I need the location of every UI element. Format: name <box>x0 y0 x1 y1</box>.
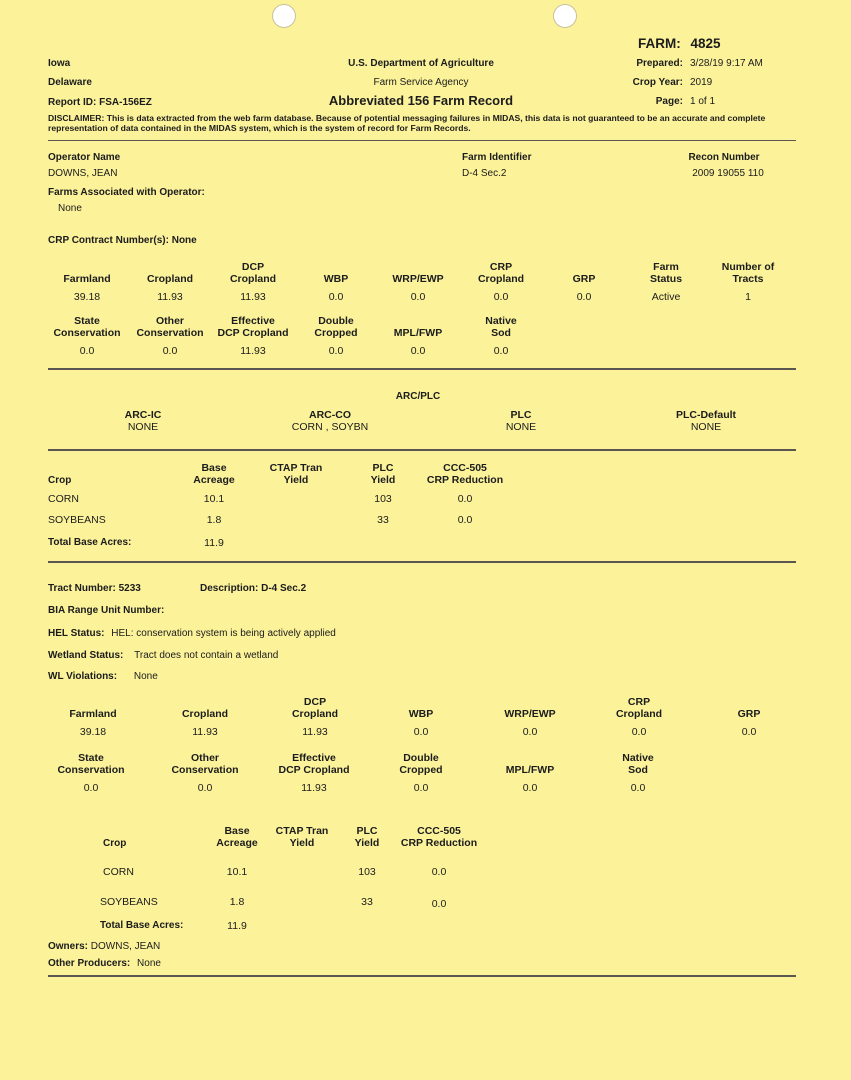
tract-land-cell <box>171 752 238 794</box>
owners-value: DOWNS, JEAN <box>90 941 161 952</box>
col-value: 0.0 <box>83 782 99 794</box>
col-heading-line1: State <box>74 315 100 327</box>
divider <box>48 449 796 451</box>
col-heading-line1 <box>63 261 110 273</box>
col-heading-line1: Farm <box>653 261 679 273</box>
arcplc-program-cell <box>125 409 162 433</box>
col-heading-line1 <box>573 261 596 273</box>
col-heading-line2: Farmland <box>63 273 111 285</box>
program-heading: ARC-CO <box>309 409 351 421</box>
agency-line1: U.S. Department of Agriculture <box>348 58 494 69</box>
state: Iowa <box>48 58 71 69</box>
other-producers-label: Other Producers: <box>48 958 131 969</box>
col-heading-line1 <box>324 261 349 273</box>
col-heading-line2: Conservation <box>136 327 204 339</box>
recon-number-value: 2009 19055 110 <box>692 168 764 179</box>
hel-status-value: HEL: conservation system is being actively applied <box>111 628 336 639</box>
page-label: Page: <box>655 96 683 107</box>
farm-land-cell <box>478 261 524 303</box>
farm-land-cell <box>392 261 443 303</box>
ccc505-header <box>401 825 477 849</box>
col-heading-line2: MPL/FWP <box>393 327 443 339</box>
plc-yield: 33 <box>361 896 373 908</box>
col-heading-line1: Double <box>318 315 354 327</box>
farm-number-heading <box>638 36 721 51</box>
crop-header: Crop <box>103 838 127 849</box>
punch-hole-left <box>272 4 296 28</box>
col-value: 0.0 <box>410 345 426 357</box>
crop-year-value: 2019 <box>690 77 713 88</box>
wetland-status-label: Wetland Status: <box>48 650 124 661</box>
arcplc-program-cell <box>506 409 536 433</box>
col-heading-line1 <box>506 752 554 764</box>
crop-year-label: Crop Year: <box>632 77 683 88</box>
header-line1: CTAP Tran <box>275 825 329 837</box>
col-value: 0.0 <box>413 782 429 794</box>
col-value: 11.93 <box>240 345 266 357</box>
crop-name: SOYBEANS <box>48 514 106 526</box>
col-value: 0.0 <box>631 726 647 738</box>
col-heading-line2: Sod <box>628 764 648 776</box>
header-line2: Yield <box>289 837 315 849</box>
col-heading-line1: Number of <box>721 261 775 273</box>
hel-status-label: HEL Status: <box>48 628 105 639</box>
col-heading-line2: Cropland <box>291 708 339 720</box>
farm-land-cell <box>53 315 120 357</box>
base-acreage-header <box>193 462 234 486</box>
col-value: 11.93 <box>157 291 183 303</box>
col-heading-line2: Cropland <box>146 273 194 285</box>
divider <box>48 140 796 141</box>
farm-land-cell <box>136 315 203 357</box>
col-heading-line2: WRP/EWP <box>504 708 556 720</box>
col-value: 0.0 <box>522 726 538 738</box>
tract-land-cell <box>182 696 228 738</box>
ccc505-reduction: 0.0 <box>457 514 473 526</box>
col-heading-line1: Effective <box>292 752 336 764</box>
col-heading-line2: Cropped <box>314 327 358 339</box>
col-heading-line1: CRP <box>489 261 513 273</box>
col-value: 0.0 <box>493 345 509 357</box>
arcplc-program-cell <box>676 409 736 433</box>
col-heading-line1: DCP <box>303 696 327 708</box>
farm-land-cell <box>218 315 289 357</box>
ccc505-header <box>427 462 503 486</box>
plc-yield-header <box>355 825 380 849</box>
program-value: CORN , SOYBN <box>291 421 369 433</box>
document-title: Abbreviated 156 Farm Record <box>328 93 514 108</box>
punch-hole-right <box>553 4 577 28</box>
program-value: NONE <box>505 421 537 433</box>
tract-land-cell <box>292 696 338 738</box>
prepared-value: 3/28/19 9:17 AM <box>690 58 763 69</box>
header-line2: Acreage <box>193 474 235 486</box>
tract-description-text: Description: D-4 Sec.2 <box>200 583 307 594</box>
col-value: 0.0 <box>522 782 538 794</box>
wl-violations-label: WL Violations: <box>48 671 118 682</box>
tract-land-cell <box>279 752 350 794</box>
plc-yield: 103 <box>374 493 392 505</box>
crop-name: SOYBEANS <box>100 896 158 908</box>
plc-yield: 103 <box>358 866 376 878</box>
col-heading-line1: Double <box>403 752 439 764</box>
header-line1: CTAP Tran <box>269 462 323 474</box>
ccc505-reduction: 0.0 <box>431 898 447 910</box>
col-heading-line2: Conservation <box>57 764 125 776</box>
col-heading-line2: DCP Cropland <box>217 327 289 339</box>
col-heading-line2: Status <box>649 273 683 285</box>
base-acreage: 10.1 <box>203 493 225 505</box>
tract-land-cell <box>622 752 654 794</box>
farm-land-cell <box>650 261 682 303</box>
tract-land-cell <box>409 696 434 738</box>
base-acreage-header <box>216 825 257 849</box>
header-line2: Yield <box>370 474 396 486</box>
col-value: 0.0 <box>493 291 509 303</box>
farm-label: FARM: <box>638 36 681 51</box>
farm-land-cell <box>63 261 110 303</box>
col-heading-line1: CRP <box>627 696 651 708</box>
ctap-header <box>276 825 329 849</box>
farm-number: 4825 <box>690 36 721 51</box>
col-heading-line1 <box>504 696 555 708</box>
header-line2: CRP Reduction <box>400 837 478 849</box>
crop-header: Crop <box>48 475 72 486</box>
col-heading-line2: Cropland <box>615 708 663 720</box>
tract-land-cell <box>57 752 124 794</box>
farm-land-cell <box>394 315 442 357</box>
col-heading-line2: Farmland <box>69 708 117 720</box>
report-id: Report ID: FSA-156EZ <box>48 97 152 108</box>
farm-land-cell <box>147 261 193 303</box>
col-heading-line1 <box>409 696 434 708</box>
header-line1: Base <box>201 462 227 474</box>
farm-identifier-value: D-4 Sec.2 <box>462 168 507 179</box>
tract-land-cell <box>399 752 442 794</box>
farm-land-cell <box>722 261 775 303</box>
program-heading: PLC <box>510 409 532 421</box>
col-heading-line2: Conservation <box>53 327 121 339</box>
crp-contract-numbers: CRP Contract Number(s): None <box>48 235 197 246</box>
program-value: NONE <box>690 421 722 433</box>
divider <box>48 561 796 563</box>
header-line1: PLC <box>356 825 378 837</box>
farm-land-cell <box>230 261 276 303</box>
col-heading-line2: Cropped <box>399 764 443 776</box>
col-value: 11.93 <box>192 726 218 738</box>
col-heading-line1 <box>738 696 761 708</box>
header-line2: Yield <box>354 837 380 849</box>
tract-number: Tract Number: 5233 <box>48 583 141 594</box>
farm-land-cell <box>485 315 517 357</box>
col-heading-line1: State <box>78 752 104 764</box>
col-value: 39.18 <box>73 291 101 303</box>
col-value: 0.0 <box>197 782 213 794</box>
header-line2: Acreage <box>216 837 258 849</box>
col-heading-line1 <box>147 261 193 273</box>
col-value: 0.0 <box>79 345 95 357</box>
farm-identifier-label: Farm Identifier <box>462 152 532 163</box>
farm-land-cell <box>573 261 596 303</box>
col-value: 11.93 <box>240 291 266 303</box>
plc-yield: 33 <box>377 514 389 526</box>
tract-land-cell <box>69 696 116 738</box>
col-heading-line1: Native <box>485 315 517 327</box>
col-value: Active <box>651 291 681 303</box>
recon-number-label: Recon Number <box>688 152 760 163</box>
farm-land-cell <box>314 315 357 357</box>
total-base-acres-value: 11.9 <box>204 537 224 549</box>
col-value: 1 <box>745 291 751 303</box>
col-heading-line1 <box>394 315 442 327</box>
page-value: 1 of 1 <box>690 96 716 107</box>
tract-description <box>200 583 306 594</box>
col-heading-line2: MPL/FWP <box>505 764 555 776</box>
col-value: 0.0 <box>630 782 646 794</box>
prepared-label: Prepared: <box>636 58 683 69</box>
col-heading-line1: DCP <box>241 261 265 273</box>
col-heading-line1: Native <box>622 752 654 764</box>
program-heading: PLC-Default <box>675 409 737 421</box>
program-heading: ARC-IC <box>124 409 162 421</box>
plc-yield-header <box>371 462 396 486</box>
col-heading-line1 <box>392 261 443 273</box>
ccc505-reduction: 0.0 <box>457 493 473 505</box>
crop-name: CORN <box>48 493 79 505</box>
col-heading-line1 <box>69 696 116 708</box>
farms-associated-label: Farms Associated with Operator: <box>48 187 205 198</box>
base-acreage: 10.1 <box>226 866 248 878</box>
col-heading-line2: WBP <box>408 708 434 720</box>
total-base-acres-value: 11.9 <box>227 920 247 932</box>
disclaimer: DISCLAIMER: This is data extracted from the web farm database. Because of potential messaging failures in MIDAS, this data is not guaranteed to be an accurate and complete representation of data contained in the MIDAS system, which is the system of record for Farm Records. <box>48 113 766 133</box>
tract-land-cell <box>738 696 761 738</box>
col-heading-line2: Sod <box>491 327 511 339</box>
col-value: 39.18 <box>79 726 107 738</box>
col-value: 0.0 <box>410 291 426 303</box>
other-producers-value: None <box>137 958 161 969</box>
farms-associated-value: None <box>58 203 82 214</box>
county: Delaware <box>48 77 92 88</box>
col-value: 0.0 <box>328 291 344 303</box>
farm-land-cell <box>324 261 349 303</box>
ctap-header <box>270 462 323 486</box>
header-line2: Yield <box>283 474 309 486</box>
bia-range-label: BIA Range Unit Number: <box>48 605 165 616</box>
col-value: 0.0 <box>741 726 757 738</box>
col-heading-line2: WRP/EWP <box>392 273 444 285</box>
crop-name: CORN <box>103 866 134 878</box>
base-acreage: 1.8 <box>229 896 245 908</box>
col-heading-line2: Cropland <box>181 708 229 720</box>
total-base-acres-label: Total Base Acres: <box>100 920 184 931</box>
divider <box>48 975 796 977</box>
col-value: 0.0 <box>328 345 344 357</box>
col-heading-line1: Effective <box>231 315 275 327</box>
col-heading-line1 <box>182 696 228 708</box>
program-value: NONE <box>127 421 159 433</box>
col-heading-line2: Cropland <box>477 273 525 285</box>
header-line1: CCC-505 <box>443 462 487 474</box>
tract-land-cell <box>616 696 662 738</box>
header-line2: CRP Reduction <box>426 474 504 486</box>
agency-line2: Farm Service Agency <box>373 77 469 88</box>
col-heading-line1: Other <box>190 752 220 764</box>
col-heading-line2: DCP Cropland <box>278 764 350 776</box>
col-value: 0.0 <box>413 726 429 738</box>
tract-land-cell <box>504 696 555 738</box>
col-heading-line2: Tracts <box>732 273 764 285</box>
owners-label: Owners: <box>48 941 89 952</box>
divider <box>48 368 796 370</box>
wl-violations-value: None <box>133 671 158 682</box>
operator-label: Operator Name <box>48 152 121 163</box>
operator-name: DOWNS, JEAN <box>48 168 118 179</box>
col-value: 0.0 <box>576 291 592 303</box>
header-line1: CCC-505 <box>417 825 461 837</box>
col-heading-line2: GRP <box>737 708 761 720</box>
header-line1: PLC <box>372 462 394 474</box>
tract-land-cell <box>506 752 554 794</box>
col-heading-line2: WBP <box>323 273 349 285</box>
col-value: 0.0 <box>162 345 178 357</box>
col-heading-line2: Cropland <box>229 273 277 285</box>
col-heading-line2: GRP <box>572 273 596 285</box>
wetland-status-value: Tract does not contain a wetland <box>134 650 279 661</box>
col-heading-line1: Other <box>155 315 185 327</box>
col-value: 11.93 <box>301 782 327 794</box>
ccc505-reduction: 0.0 <box>431 866 447 878</box>
base-acreage: 1.8 <box>206 514 222 526</box>
arcplc-title: ARC/PLC <box>395 391 441 402</box>
col-value: 11.93 <box>302 726 328 738</box>
header-line1: Base <box>224 825 250 837</box>
total-base-acres-label: Total Base Acres: <box>48 537 132 548</box>
arcplc-program-cell <box>292 409 368 433</box>
col-heading-line2: Conservation <box>171 764 239 776</box>
